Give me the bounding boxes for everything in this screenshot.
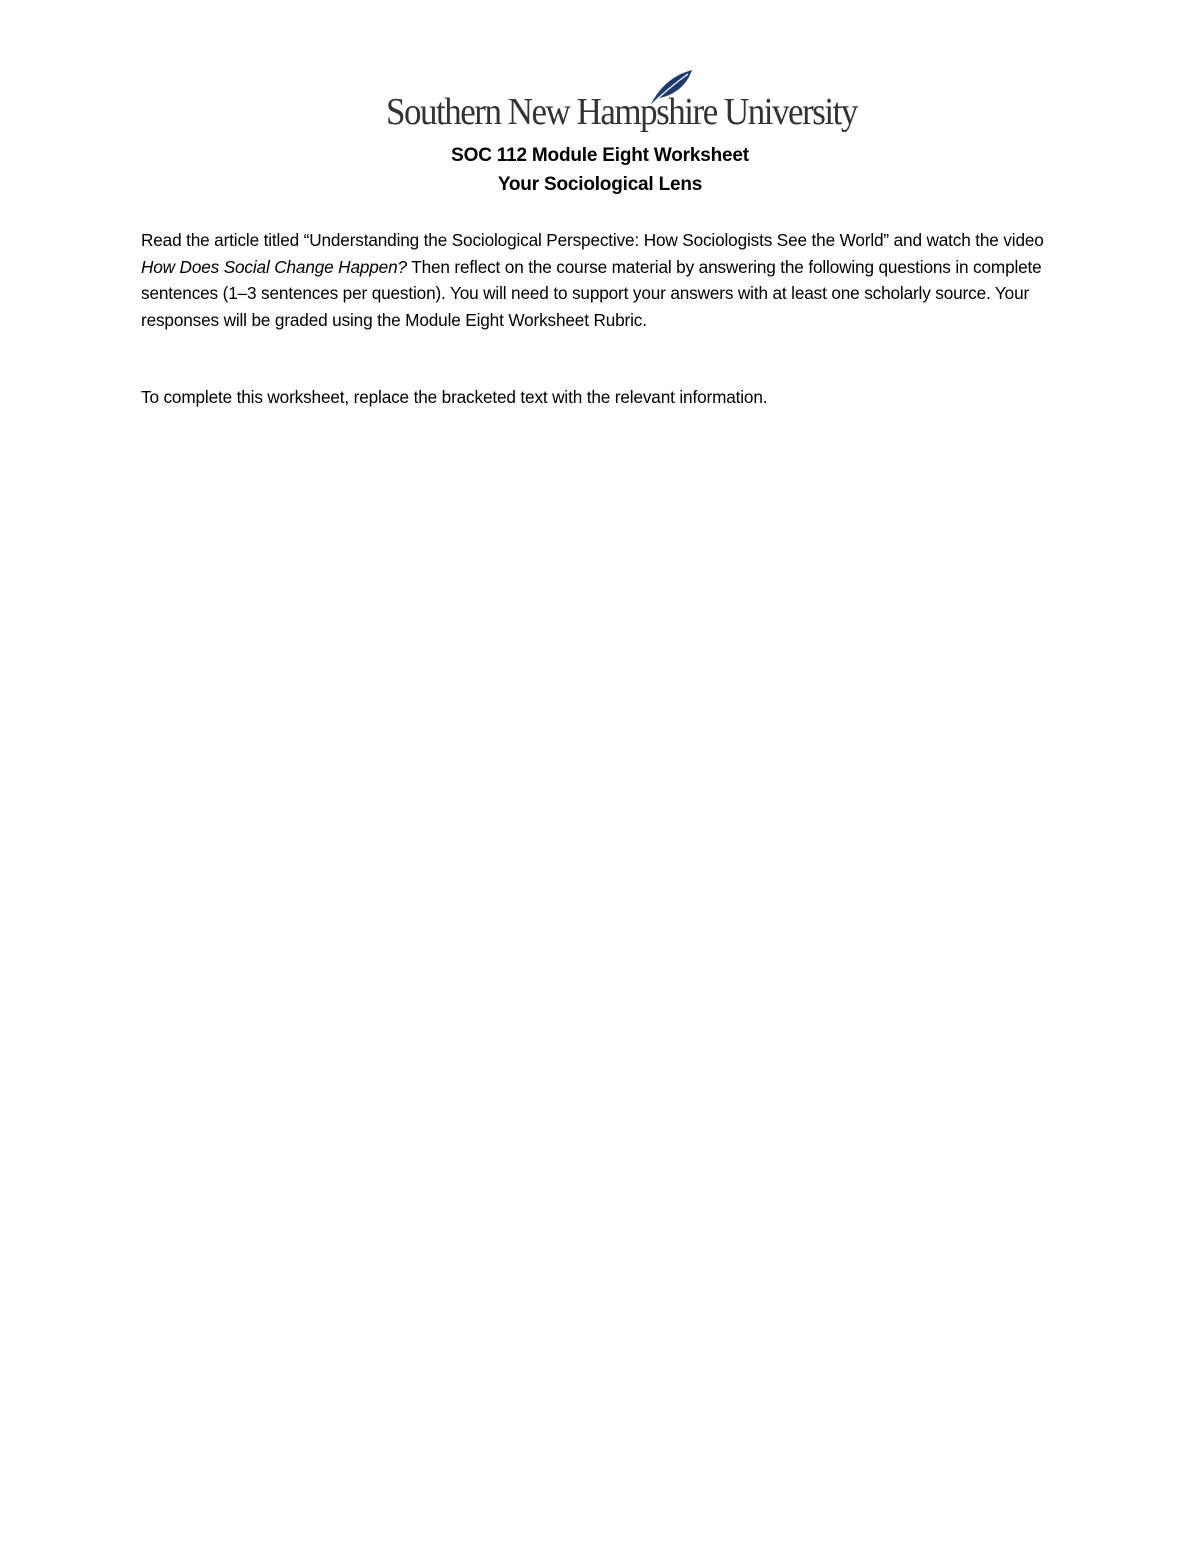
- instructions-text-start: Read the article titled “Understanding the Sociological Perspective: How Sociologists See the World” and watch the video: [141, 230, 1044, 250]
- worksheet-title: SOC 112 Module Eight Worksheet: [451, 145, 749, 166]
- worksheet-subtitle: Your Sociological Lens: [497, 174, 703, 195]
- university-logo: [386, 68, 857, 140]
- instructions-paragraph: [141, 227, 1066, 333]
- video-title: How Does Social Change Happen?: [141, 256, 407, 277]
- instructions-text-end: Then reflect on the course material by answering the following questions in complete sentences (1–3 sentences per question). You will need to support your answers with at least one scholarly source. Your responses will be graded using the Module Eight Worksheet Rubric.: [141, 256, 1042, 330]
- logo-wordmark: Southern New Hampshire University: [386, 91, 857, 133]
- completion-instructions: To complete this worksheet, replace the bracketed text with the relevant information.: [141, 387, 768, 407]
